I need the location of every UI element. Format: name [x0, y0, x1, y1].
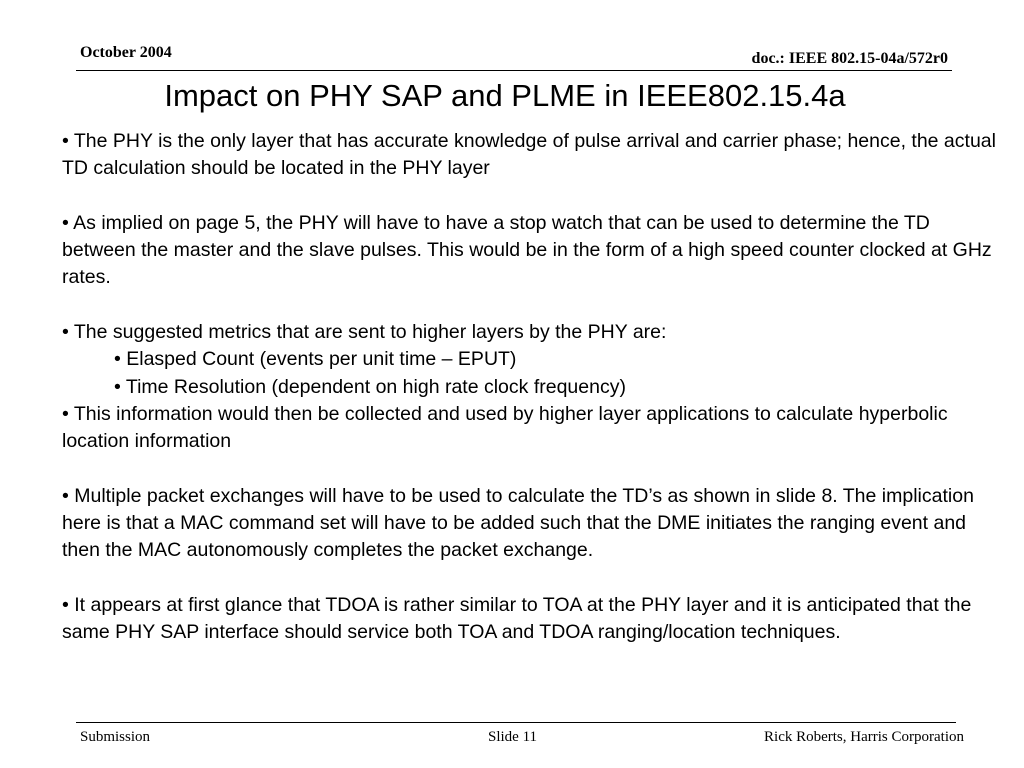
header-date: October 2004 — [80, 44, 172, 61]
footer-submission: Submission — [80, 729, 151, 745]
bullet-stop-watch: • As implied on page 5, the PHY will have to have a stop watch that can be used to determine the TD between the master and the slave pulses. This would be in the form of a high speed counter clocked at GHz rates. — [62, 211, 992, 289]
footer-slide-number: Slide 11 — [488, 729, 538, 745]
bullet-packet-exchanges: • Multiple packet exchanges will have to be used to calculate the TD’s as shown in slide 8. The implication here is that a MAC command set will have to be added such that the DME initiates the ranging event and then the MAC autonomously completes the packet exchange. — [62, 484, 974, 562]
header-doc-id: doc.: IEEE 802.15-04a/572r0 — [751, 50, 948, 67]
bullet-tdoa-toa: • It appears at first glance that TDOA is rather similar to TOA at the PHY layer and it is anticipated that the same PHY SAP interface should service both TOA and TDOA ranging/location techniques. — [62, 594, 972, 644]
slide-title: Impact on PHY SAP and PLME in IEEE802.15.4a — [164, 78, 846, 113]
header-divider — [76, 70, 952, 71]
bullet-metrics: • The suggested metrics that are sent to higher layers by the PHY are: — [62, 321, 667, 344]
footer-author: Rick Roberts, Harris Corporation — [764, 729, 964, 745]
sub-bullet-time-resolution: • Time Resolution (dependent on high rate clock frequency) — [114, 375, 626, 398]
bullet-higher-layer: • This information would then be collected and used by higher layer applications to calculate hyperbolic location information — [62, 402, 948, 453]
slide-body — [62, 128, 1002, 647]
sub-bullet-elapsed-count: • Elasped Count (events per unit time – EPUT) — [114, 348, 517, 371]
footer-divider — [76, 722, 956, 723]
bullet-phy-knowledge: • The PHY is the only layer that has accurate knowledge of pulse arrival and carrier phase; hence, the actual TD calculation should be located in the PHY layer — [62, 130, 996, 180]
